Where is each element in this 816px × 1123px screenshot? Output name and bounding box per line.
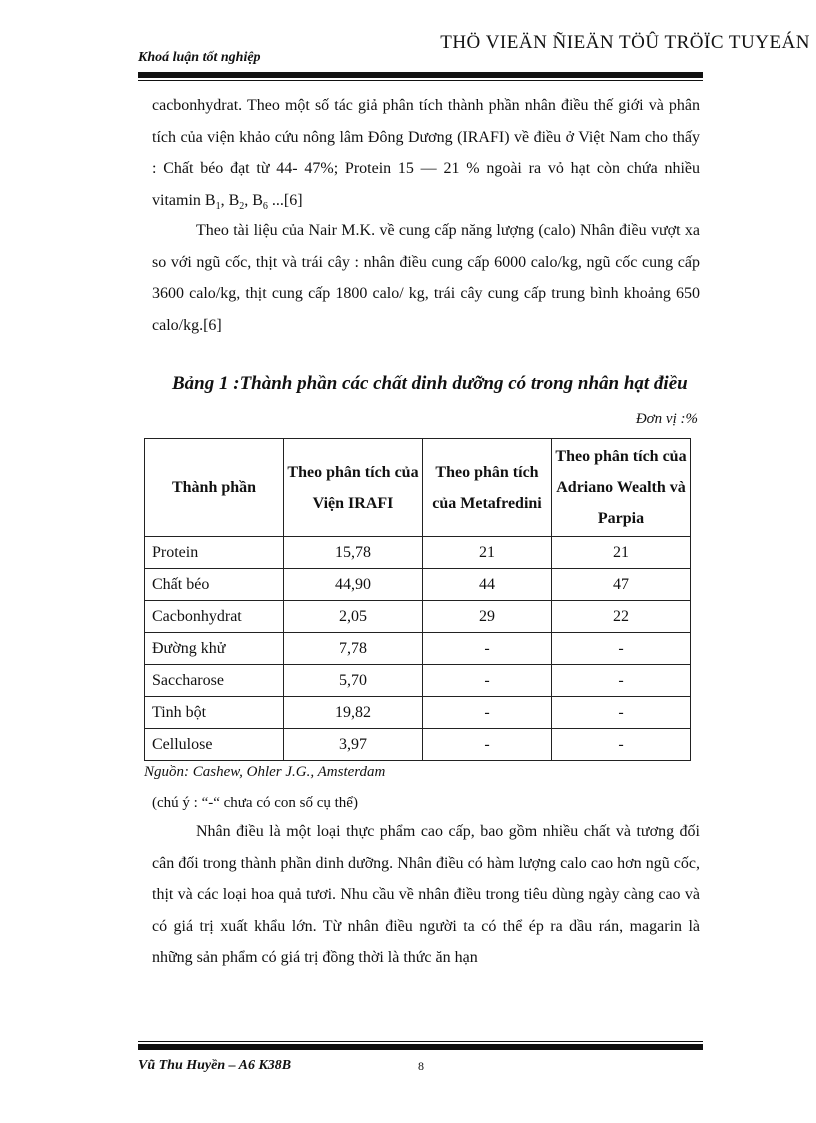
cell-component: Protein [145,537,284,569]
table-source: Nguồn: Cashew, Ohler J.G., Amsterdam [144,764,386,780]
cell-irafi: 44,90 [284,569,423,601]
column-header: Thành phần [145,439,284,537]
table-row [145,697,691,729]
subscript: 2 [239,200,245,212]
paragraph-energy: Theo tài liệu của Nair M.K. về cung cấp năng lượng (calo) Nhân điều vượt xa so với ngũ cốc, thịt và trái cây : nhân điều cung cấp 6000 calo/kg, ngũ cốc cung cấp 3600 calo/kg, thịt cung cấp 1800 calo/ kg, trái cây cung cấp trung bình khoảng 650 calo/kg.[6] [152,222,700,334]
cell-metafredini: - [423,697,552,729]
subscript: 6 [262,200,268,212]
cell-metafredini: - [423,633,552,665]
table-row [145,729,691,761]
cell-irafi: 3,97 [284,729,423,761]
header-library-name: THÖ VIEÄN ÑIEÄN TÖÛ TRÖÏC TUYEÁN [440,32,810,53]
nutrition-table [144,438,691,761]
column-header: Theo phân tích của Metafredini [423,439,552,537]
table-unit: Đơn vị :% [635,411,698,427]
table-row [145,601,691,633]
cell-metafredini: - [423,729,552,761]
paragraph-text: , B [244,191,263,209]
cell-adriano: 47 [552,569,691,601]
paragraph-text: cacbonhydrat. Theo một số tác giả phân tích thành phần nhân điều thế giới và phân tích của viện khảo cứu nông lâm Đông Dương (IRAFI) về điều ở Việt Nam cho thấy : Chất béo đạt từ 44- 47%; Protein 15 — 21 % ngoài ra vỏ hạt còn chứa nhiều vitamin B [152,97,700,209]
cell-adriano: - [552,729,691,761]
paragraph-composition [152,90,700,222]
column-header: Theo phân tích của Adriano Wealth và Parpia [552,439,691,537]
cell-adriano: 22 [552,601,691,633]
cell-metafredini: 21 [423,537,552,569]
cell-component: Tinh bột [145,697,284,729]
cell-component: Chất béo [145,569,284,601]
header-rule-thick [138,72,703,78]
footer-rule-thin [138,1041,703,1042]
cell-irafi: 2,05 [284,601,423,633]
footer-rule-thick [138,1044,703,1050]
table-note: (chú ý : “-“ chưa có con số cụ thể) [152,795,358,811]
cell-metafredini: 44 [423,569,552,601]
footer-author: Vũ Thu Huyền – A6 K38B [138,1058,292,1073]
table-caption: Bảng 1 :Thành phần các chất dinh dưỡng có trong nhân hạt điều [172,373,688,394]
table-header-row [145,439,691,537]
cell-component: Cacbonhydrat [145,601,284,633]
cell-component: Đường khử [145,633,284,665]
cell-adriano: - [552,633,691,665]
cell-metafredini: 29 [423,601,552,633]
column-header: Theo phân tích của Viện IRAFI [284,439,423,537]
cell-adriano: - [552,665,691,697]
cell-irafi: 15,78 [284,537,423,569]
cell-adriano: 21 [552,537,691,569]
cell-component: Cellulose [145,729,284,761]
page-number: 8 [418,1059,424,1073]
cell-metafredini: - [423,665,552,697]
header-rule-thin [138,80,703,81]
paragraph-text: ...[6] [267,191,303,209]
header-thesis-title: Khoá luận tốt nghiệp [138,50,261,65]
paragraph-value: Nhân điều là một loại thực phẩm cao cấp, bao gồm nhiều chất và tương đối cân đối trong thành phần dinh dưỡng. Nhân điều có hàm lượng calo cao hơn ngũ cốc, thịt và các loại hoa quả tươi. Nhu cầu về nhân điều trong tiêu dùng ngày càng cao và có giá trị xuất khẩu lớn. Từ nhân điều người ta có thể ép ra dầu rán, magarin là những sản phẩm có giá trị đồng thời là thức ăn hạn [152,823,700,966]
cell-irafi: 5,70 [284,665,423,697]
cell-component: Saccharose [145,665,284,697]
cell-adriano: - [552,697,691,729]
subscript: 1 [215,200,221,212]
table-row [145,569,691,601]
cell-irafi: 7,78 [284,633,423,665]
cell-irafi: 19,82 [284,697,423,729]
table-row [145,665,691,697]
table-row [145,537,691,569]
table-row [145,633,691,665]
paragraph-text: , B [220,191,240,209]
